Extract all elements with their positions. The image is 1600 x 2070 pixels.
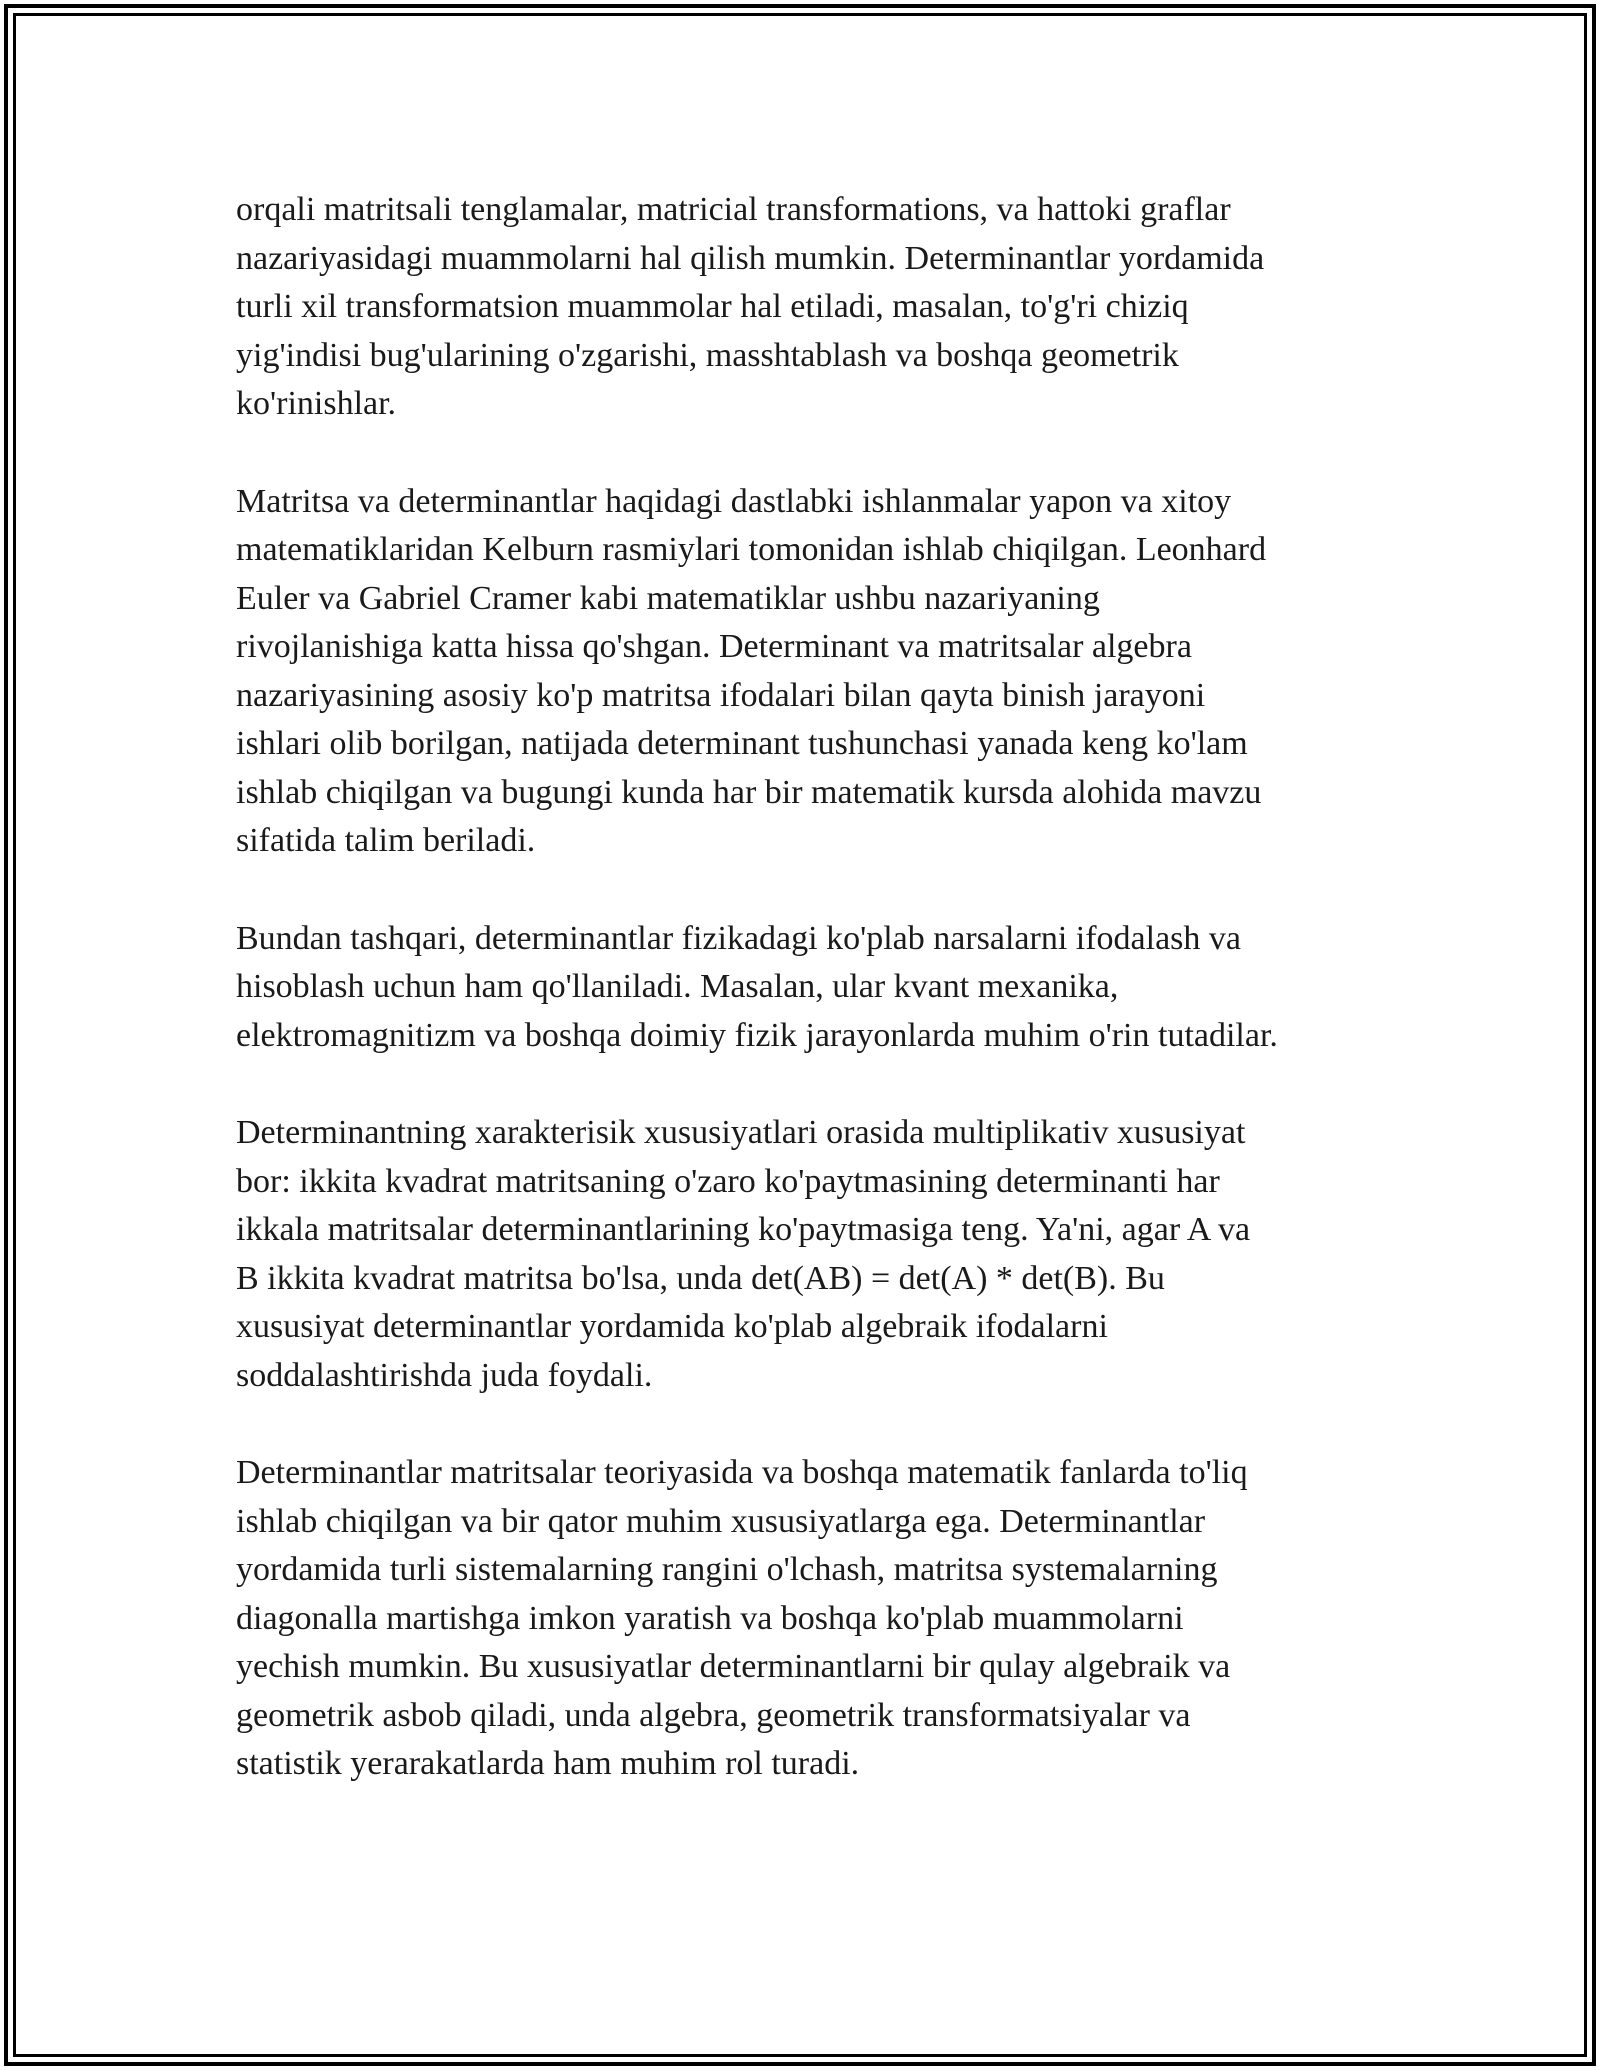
text-line: Determinantlar matritsalar teoriyasida va boshqa matematik fanlarda to'liq — [236, 1454, 1248, 1491]
text-line: matematiklaridan Kelburn rasmiylari tomonidan ishlab chiqilgan. Leonhard — [236, 531, 1267, 568]
text-line: B ikkita kvadrat matritsa bo'lsa, unda det(AB) = det(A) * det(B). Bu — [236, 1259, 1165, 1297]
paragraph-1 — [236, 186, 1386, 429]
text-line: ishlab chiqilgan va bir qator muhim xususiyatlarga ega. Determinantlar — [236, 1502, 1206, 1540]
paragraph-4 — [236, 1109, 1386, 1400]
text-line: yechish mumkin. Bu xususiyatlar determinantlarni bir qulay algebraik va — [236, 1648, 1231, 1685]
text-line: ishlab chiqilgan va bugungi kunda har bir matematik kursda alohida mavzu — [236, 773, 1262, 811]
text-line: sifatida talim beriladi. — [236, 822, 536, 859]
text-line: geometrik asbob qiladi, unda algebra, geometrik transformatsiyalar va — [236, 1696, 1191, 1734]
text-line: elektromagnitizm va boshqa doimiy fizik jarayonlarda muhim o'rin tutadilar. — [236, 1016, 1278, 1054]
text-line: nazariyasining asosiy ko'p matritsa ifodalari bilan qayta binish jarayoni — [236, 676, 1206, 714]
text-line: statistik yerarakatlarda ham muhim rol turadi. — [236, 1745, 860, 1782]
text-line: yordamida turli sistemalarning rangini o'lchash, matritsa systemalarning — [236, 1551, 1218, 1588]
text-line: yig'indisi bug'ularining o'zgarishi, masshtablash va boshqa geometrik — [236, 336, 1179, 374]
paragraph-2 — [236, 478, 1386, 866]
text-line: Matritsa va determinantlar haqidagi dastlabki ishlanmalar yapon va xitoy — [236, 482, 1232, 520]
text-line: Determinantning xarakterisik xususiyatlari orasida multiplikativ xususiyat — [236, 1114, 1246, 1151]
text-line: Euler va Gabriel Cramer kabi matematiklar ushbu nazariyaning — [236, 579, 1100, 617]
text-line: ko'rinishlar. — [236, 385, 397, 422]
text-line: bor: ikkita kvadrat matritsaning o'zaro ko'paytmasining determinanti har — [236, 1162, 1220, 1200]
document-body — [236, 186, 1386, 1838]
paragraph-3 — [236, 915, 1386, 1061]
paragraph-5 — [236, 1449, 1386, 1789]
text-line: xususiyat determinantlar yordamida ko'plab algebraik ifodalarni — [236, 1308, 1108, 1345]
text-line: orqali matritsali tenglamalar, matricial transformations, va hattoki graflar — [236, 191, 1231, 228]
text-line: rivojlanishiga katta hissa qo'shgan. Determinant va matritsalar algebra — [236, 628, 1192, 665]
text-line: diagonalla martishga imkon yaratish va boshqa ko'plab muammolarni — [236, 1599, 1184, 1637]
text-line: turli xil transformatsion muammolar hal etiladi, masalan, to'g'ri chiziq — [236, 288, 1189, 325]
text-line: Bundan tashqari, determinantlar fizikadagi ko'plab narsalarni ifodalash va — [236, 919, 1241, 957]
text-line: ishlari olib borilgan, natijada determinant tushunchasi yanada keng ko'lam — [236, 725, 1248, 762]
text-line: hisoblash uchun ham qo'llaniladi. Masalan, ular kvant mexanika, — [236, 968, 1119, 1005]
text-line: soddalashtirishda juda foydali. — [236, 1356, 653, 1394]
text-line: nazariyasidagi muammolarni hal qilish mumkin. Determinantlar yordamida — [236, 239, 1265, 277]
text-line: ikkala matritsalar determinantlarining ko'paytmasiga teng. Ya'ni, agar A va — [236, 1211, 1251, 1248]
